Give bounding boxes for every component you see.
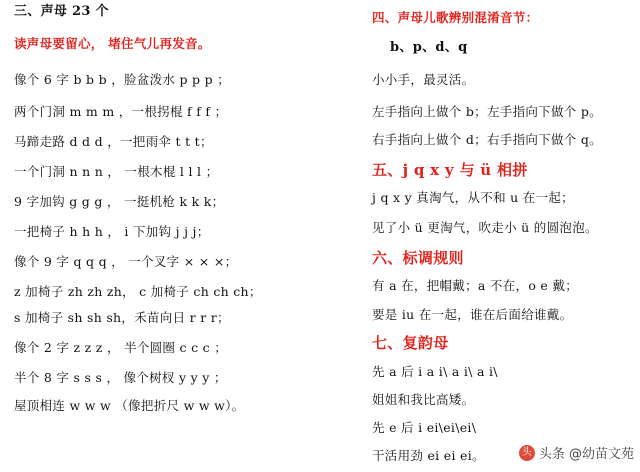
section7-line: 干活用劲 ei ei ei。 (372, 448, 485, 463)
section7-line: 先 e 后 i ei\ei\ei\ (372, 420, 477, 435)
section7-title: 七、复韵母 (372, 334, 449, 352)
left-line: 一个门洞 n n n ， 一根木棍 l l l ； (14, 164, 219, 179)
section6-line: 有 a 在，把帽戴；a 不在，o e 戴； (372, 278, 578, 293)
left-line: z 加椅子 zh zh zh， c 加椅子 ch ch ch； (14, 284, 262, 299)
section5-title: 五、j q x y 与 ü 相拼 (372, 161, 528, 179)
section3-intro: 读声母要留心， 堵住气儿再发音。 (14, 36, 211, 51)
left-line: 像个 9 字 q q q ， 一个叉字 × × ×； (14, 254, 238, 269)
left-line: 屋顶相连 w w w （像把折尺 w w w）。 (14, 398, 245, 413)
left-line: 像个 2 字 z z z ， 半个圆圈 c c c ； (14, 340, 228, 355)
watermark-text: 头条 @幼苗文苑 (538, 447, 634, 462)
section4-title: 四、声母儿歌辨别混淆音节： (372, 10, 539, 25)
section6-line: 要是 iu 在一起，谁在后面给谁戴。 (372, 307, 573, 322)
section4-line: 小小手，最灵活。 (372, 72, 475, 87)
watermark (519, 443, 634, 462)
section7-line: 先 a 后 i a i\ a i\ a i\ (372, 364, 498, 379)
left-line: 半个 8 字 s s s ， 像个树杈 y y y ； (14, 370, 227, 385)
headline-logo-icon: 头 (519, 445, 535, 461)
section4-line: 左手指向上做个 b；左手指向下做个 p。 (372, 104, 602, 119)
section7-line: 姐姐和我比高矮。 (372, 392, 475, 407)
left-line: 9 字加钩 g g g ， 一挺机枪 k k k； (14, 194, 225, 209)
left-line: 像个 6 字 b b b ，脸盆泼水 p p p ； (14, 72, 230, 87)
left-line: 一把椅子 h h h ， i 下加钩 j j j； (14, 224, 210, 239)
left-line: 两个门洞 m m m ，一根拐棍 f f f ； (14, 104, 228, 119)
left-line: 马蹄走路 d d d ，一把雨伞 t t t； (14, 134, 213, 149)
section3-title: 三、声母 23 个 (14, 4, 109, 19)
section5-line: 见了小 ü 更淘气，吹走小 ü 的圆泡泡。 (372, 220, 598, 235)
section4-subtitle: b、p、d、q (390, 40, 468, 55)
section4-line: 右手指向上做个 d；右手指向下做个 q。 (372, 132, 602, 147)
section5-line: j q x y 真淘气，从不和 u 在一起； (372, 190, 574, 205)
section6-title: 六、标调规则 (372, 249, 464, 267)
left-line: s 加椅子 sh sh sh，禾苗向日 r r r； (14, 310, 230, 325)
